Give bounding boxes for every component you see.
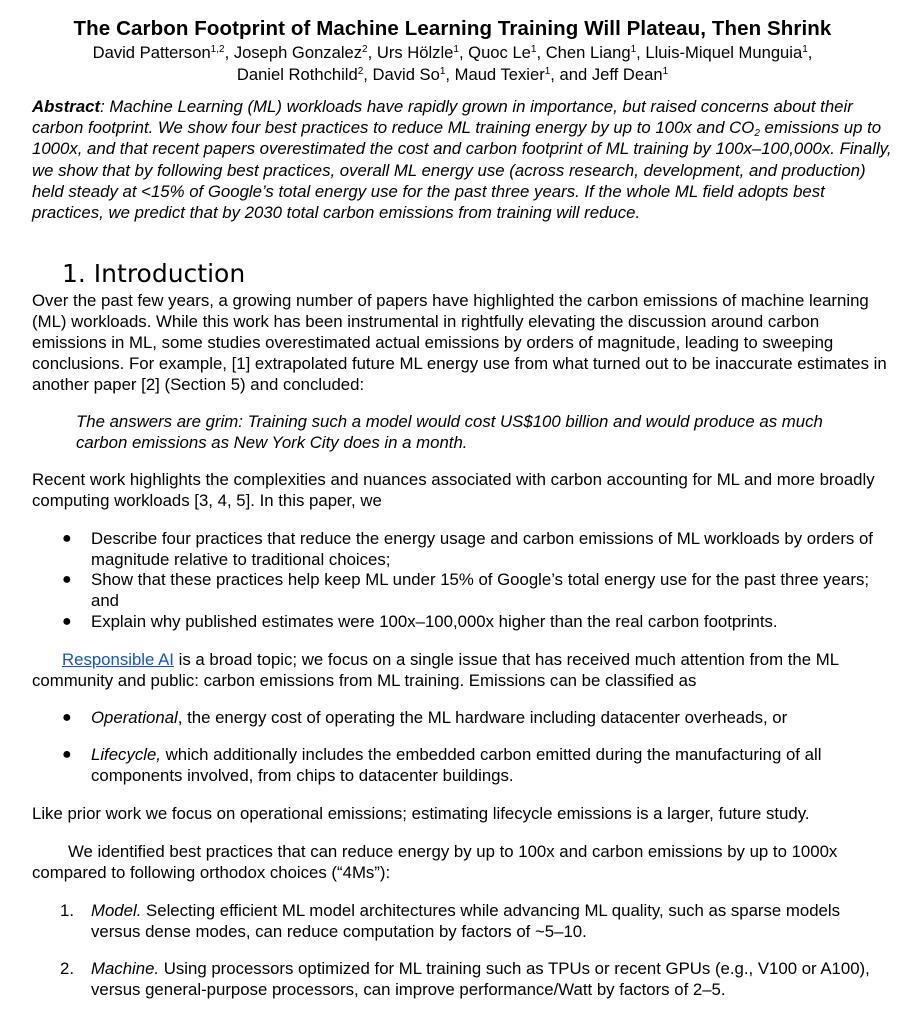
- list-item: Show that these practices help keep ML under 15% of Google’s total energy use for the past three years; and: [91, 570, 869, 610]
- list-number: 2.: [60, 959, 74, 978]
- list-item: Explain why published estimates were 100x–100,000x higher than the real carbon footprints.: [91, 612, 778, 631]
- numbered-item: Machine. Using processors optimized for ML training such as TPUs or recent GPUs (e.g., V100 or A100), versus general-purpose processors, can improve performance/Watt by factors of 2–5.: [91, 959, 870, 999]
- intro-paragraph-5: We identified best practices that can reduce energy by up to 100x and carbon emissions by up to 1000x compared to following orthodox choices (“4Ms”):: [32, 842, 838, 882]
- list-number: 1.: [60, 901, 74, 920]
- intro-paragraph-4: Like prior work we focus on operational emissions; estimating lifecycle emissions is a larger, future study.: [32, 804, 810, 823]
- list-item: Lifecycle, which additionally includes the embedded carbon emitted during the manufacturing of all components involved, from chips to datacenter buildings.: [91, 745, 822, 785]
- author: Joseph Gonzalez$^2$,: [233, 43, 377, 62]
- author-line-2: [0, 64, 897, 86]
- author: David Patterson$^{1,2}$,: [92, 43, 234, 62]
- block-quote: The answers are grim: Training such a model would cost US$100 billion and would produce as much carbon emissions as New York City does in a month.: [76, 412, 823, 452]
- author: Daniel Rothchild$^2$,: [236, 65, 373, 84]
- intro-paragraph-2: Recent work highlights the complexities and nuances associated with carbon accounting for ML and more broadly computing workloads [3, 4, 5]. In this paper, we: [32, 470, 875, 510]
- bullet-icon: ●: [62, 530, 72, 547]
- author: Chen Liang$^1$,: [545, 43, 646, 62]
- author: David So$^1$,: [372, 65, 455, 84]
- bullet-icon: ●: [62, 613, 72, 630]
- list-item: Operational, the energy cost of operating the ML hardware including datacenter overheads, or: [91, 708, 788, 727]
- responsible-ai-link[interactable]: Responsible AI: [62, 650, 174, 669]
- bullet-icon: ●: [62, 709, 72, 726]
- author-list: [0, 42, 897, 86]
- author: Quoc Le$^1$,: [468, 43, 546, 62]
- abstract: Abstract: Machine Learning (ML) workloads have rapidly grown in importance, but raised concerns about their carbon footprint. We show four best practices to reduce ML training energy by up to 100x and $CO_2$ emissions up to 1000x, and that recent papers overestimated the cost and carbon footprint of ML training by 100x–100,000x. Finally, we show that by following best practices, overall ML energy use (across research, development, and production) held steady at <15% of Google’s total energy use for the past three years. If the whole ML field adopts best practices, we predict that by 2030 total carbon emissions from training will reduce.: [32, 97, 892, 223]
- author: Jeff Dean$^1$: [591, 65, 669, 84]
- numbered-item: Model. Selecting efficient ML model architectures while advancing ML quality, such as sparse models versus dense modes, can reduce computation by factors of ~5–10.: [91, 901, 841, 941]
- intro-paragraph-1: Over the past few years, a growing number of papers have highlighted the carbon emissions of machine learning (ML) workloads. While this work has been instrumental in rightfully elevating the discussion around carbon emissions in ML, some studies overestimated actual emissions by orders of magnitude, leading to sweeping conclusions. For example, [1] extrapolated future ML energy use from what turned out to be inaccurate estimates in another paper [2] (Section 5) and concluded:: [32, 291, 887, 394]
- author: Urs Hölzle$^1$,: [376, 43, 469, 62]
- author: Lluis-Miquel Munguia$^1$,: [645, 43, 813, 62]
- section-heading-introduction: 1. Introduction: [62, 259, 246, 288]
- abstract-label: Abstract: [32, 97, 101, 116]
- list-item: Describe four practices that reduce the energy usage and carbon emissions of ML workloads by orders of magnitude relative to traditional choices;: [91, 529, 873, 569]
- bullet-icon: ●: [62, 571, 72, 588]
- paper-title: The Carbon Footprint of Machine Learning Training Will Plateau, Then Shrink: [73, 17, 832, 40]
- author: Maud Texier$^1$, and: [454, 65, 592, 84]
- bullet-icon: ●: [62, 746, 72, 763]
- author-line-1: [0, 42, 897, 64]
- intro-paragraph-3: Responsible AI is a broad topic; we focus on a single issue that has received much attention from the ML community and public: carbon emissions from ML training. Emissions can be classified as: [32, 650, 839, 690]
